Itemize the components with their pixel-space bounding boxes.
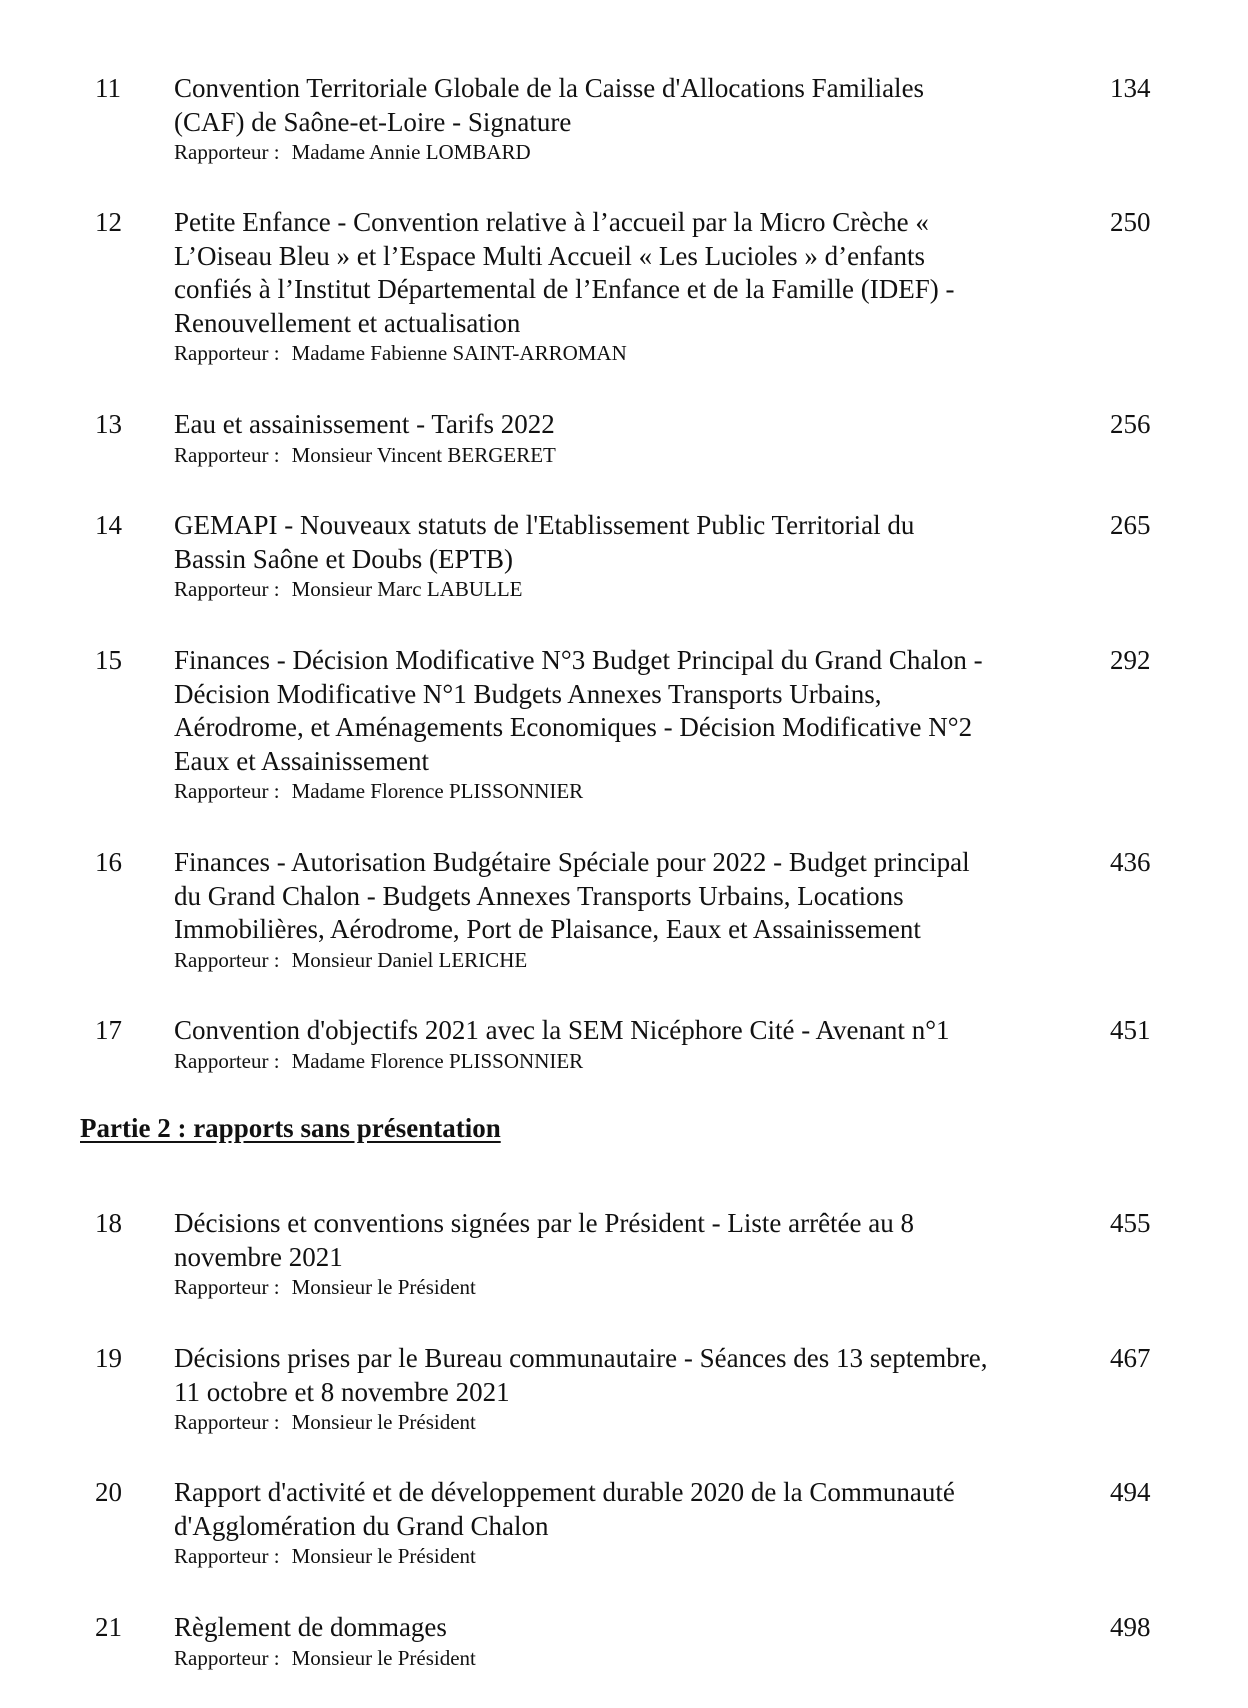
- rapporteur-name: Madame Annie LOMBARD: [291, 140, 531, 164]
- item-body: [174, 644, 1074, 804]
- rapporteur-name: Monsieur le Président: [291, 1410, 476, 1434]
- rapporteur-label: Rapporteur :: [174, 140, 280, 164]
- item-number: 16: [95, 847, 122, 877]
- rapporteur-label: Rapporteur :: [174, 1275, 280, 1299]
- item-page-number: 265: [1110, 510, 1151, 540]
- rapporteur-label: Rapporteur :: [174, 1410, 280, 1434]
- item-number: 20: [95, 1477, 122, 1507]
- item-body: [174, 846, 1074, 973]
- item-title: Convention d'objectifs 2021 avec la SEM Nicéphore Cité - Avenant n°1: [174, 1015, 950, 1045]
- item-page-number: 498: [1110, 1612, 1151, 1642]
- rapporteur-label: Rapporteur :: [174, 577, 280, 601]
- item-rapporteur: [174, 1048, 1074, 1074]
- item-page-number: 250: [1110, 207, 1151, 237]
- rapporteur-name: Madame Florence PLISSONNIER: [291, 1048, 584, 1073]
- item-title: Eau et assainissement - Tarifs 2022: [174, 409, 555, 439]
- item-body: [174, 408, 1074, 468]
- rapporteur-label: Rapporteur :: [174, 341, 280, 365]
- item-body: [174, 1207, 1074, 1300]
- rapporteur-label: Rapporteur :: [174, 1544, 280, 1568]
- rapporteur-name: Madame Fabienne SAINT-ARROMAN: [291, 341, 627, 365]
- item-number: 12: [95, 207, 122, 237]
- item-rapporteur: [174, 1645, 1074, 1671]
- item-body: [174, 1611, 1074, 1671]
- item-title: Décisions prises par le Bureau communautaire - Séances des 13 septembre, 11 octobre et 8 novembre 2021: [174, 1343, 988, 1407]
- item-title: Règlement de dommages: [174, 1612, 447, 1642]
- item-title: Rapport d'activité et de développement durable 2020 de la Communauté d'Agglomération du Grand Chalon: [174, 1477, 955, 1541]
- item-rapporteur: [174, 340, 1074, 366]
- rapporteur-name: Monsieur le Président: [291, 1544, 476, 1568]
- item-number: 19: [95, 1343, 122, 1373]
- item-page-number: 134: [1110, 73, 1151, 103]
- part-2-heading: Partie 2 : rapports sans présentation: [80, 1113, 501, 1143]
- item-page-number: 494: [1110, 1477, 1151, 1507]
- item-rapporteur: [174, 778, 1074, 804]
- item-rapporteur: [174, 139, 1074, 165]
- item-body: [174, 1014, 1074, 1074]
- item-page-number: 455: [1110, 1208, 1151, 1238]
- rapporteur-name: Monsieur Vincent BERGERET: [291, 442, 556, 467]
- item-title: Finances - Autorisation Budgétaire Spéciale pour 2022 - Budget principal du Grand Chalon - Budgets Annexes Transports Urbains, Locations Immobilières, Aérodrome, Port de Plaisance, Eaux et Assainissement: [174, 847, 970, 944]
- item-page-number: 256: [1110, 409, 1151, 439]
- rapporteur-name: Monsieur Marc LABULLE: [291, 577, 523, 601]
- rapporteur-name: Monsieur le Président: [291, 1275, 476, 1299]
- item-number: 15: [95, 645, 122, 675]
- rapporteur-label: Rapporteur :: [174, 947, 280, 972]
- rapporteur-label: Rapporteur :: [174, 779, 280, 803]
- item-rapporteur: [174, 1274, 1074, 1300]
- item-title: Finances - Décision Modificative N°3 Budget Principal du Grand Chalon - Décision Modificative N°1 Budgets Annexes Transports Urbains, Aérodrome, et Aménagements Economiques - Décision Modificative N°2 Eaux et Assainissement: [174, 645, 983, 776]
- item-rapporteur: [174, 442, 1074, 468]
- item-number: 13: [95, 409, 122, 439]
- item-number: 11: [95, 73, 121, 103]
- rapporteur-label: Rapporteur :: [174, 1048, 280, 1073]
- item-rapporteur: [174, 1543, 1074, 1569]
- item-page-number: 451: [1110, 1015, 1151, 1045]
- rapporteur-label: Rapporteur :: [174, 1645, 280, 1670]
- item-rapporteur: [174, 947, 1074, 973]
- item-title: Convention Territoriale Globale de la Caisse d'Allocations Familiales (CAF) de Saône-et-Loire - Signature: [174, 73, 925, 137]
- item-rapporteur: [174, 1409, 1074, 1435]
- item-rapporteur: [174, 576, 1074, 602]
- item-number: 18: [95, 1208, 122, 1238]
- item-body: [174, 1342, 1074, 1435]
- rapporteur-name: Monsieur Daniel LERICHE: [291, 947, 528, 972]
- item-page-number: 292: [1110, 645, 1151, 675]
- rapporteur-name: Monsieur le Président: [291, 1645, 476, 1670]
- item-title: GEMAPI - Nouveaux statuts de l'Etablissement Public Territorial du Bassin Saône et Doubs (EPTB): [174, 510, 915, 574]
- item-body: [174, 1476, 1074, 1569]
- item-body: [174, 509, 1074, 602]
- item-number: 14: [95, 510, 122, 540]
- rapporteur-label: Rapporteur :: [174, 442, 280, 467]
- item-number: 21: [95, 1612, 122, 1642]
- item-body: [174, 72, 1074, 165]
- item-number: 17: [95, 1015, 122, 1045]
- item-title: Décisions et conventions signées par le Président - Liste arrêtée au 8 novembre 2021: [174, 1208, 915, 1272]
- item-body: [174, 206, 1074, 366]
- item-title: Petite Enfance - Convention relative à l’accueil par la Micro Crèche « L’Oiseau Bleu » et l’Espace Multi Accueil « Les Lucioles » d’enfants confiés à l’Institut Départemental de l’Enfance et de la Famille (IDEF) - Renouvellement et actualisation: [174, 207, 955, 338]
- rapporteur-name: Madame Florence PLISSONNIER: [291, 779, 584, 803]
- item-page-number: 436: [1110, 847, 1151, 877]
- item-page-number: 467: [1110, 1343, 1151, 1373]
